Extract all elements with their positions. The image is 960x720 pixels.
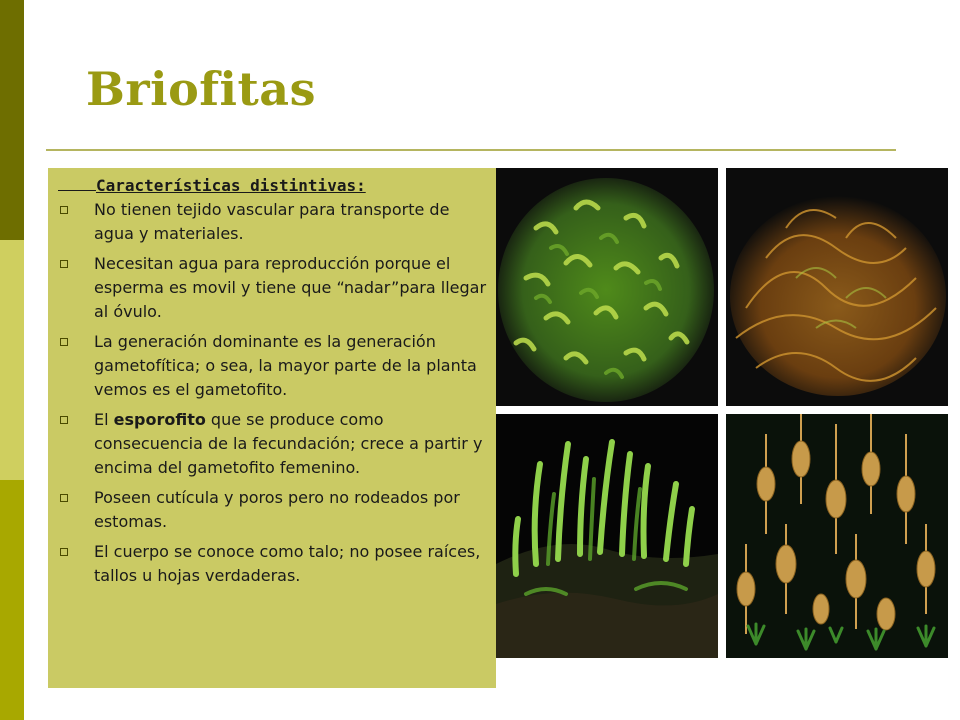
bullet-item — [58, 252, 488, 324]
moss-photo-brown-mass — [726, 168, 948, 406]
moss-photo-sporophyte-capsules — [726, 414, 948, 658]
bullet-text: El cuerpo se conoce como talo; no posee raíces, tallos u hojas verdaderas. — [94, 542, 481, 585]
bullet-item — [58, 540, 488, 588]
hollow-square-bullet-icon — [60, 338, 68, 346]
bullet-text: que se produce como consecuencia de la fecundación; crece a partir y encima del gametofito femenino. — [94, 410, 483, 477]
bullet-item — [58, 330, 488, 402]
bullet-text: No tienen tejido vascular para transporte de agua y materiales. — [94, 200, 450, 243]
bullet-item — [58, 408, 488, 480]
bullet-emphasis: esporofito — [113, 410, 206, 429]
bullet-text: Necesitan agua para reproducción porque el esperma es movil y tiene que “nadar”para llegar al óvulo. — [94, 254, 487, 321]
slide-title: Briofitas — [86, 62, 316, 116]
hollow-square-bullet-icon — [60, 260, 68, 268]
title-divider — [46, 149, 896, 151]
bullet-list — [58, 198, 488, 594]
moss-photo-upright-blades — [496, 414, 718, 658]
sidebar-stripe-middle — [0, 240, 24, 480]
moss-photo-green-tuft — [496, 168, 718, 406]
hollow-square-bullet-icon — [60, 206, 68, 214]
heading-underline-lead — [58, 190, 96, 191]
hollow-square-bullet-icon — [60, 548, 68, 556]
sidebar-stripe-top — [0, 0, 24, 240]
bullet-text-prefix: El — [94, 410, 114, 429]
hollow-square-bullet-icon — [60, 416, 68, 424]
bullet-text: Poseen cutícula y poros pero no rodeados por estomas. — [94, 488, 460, 531]
bullet-text: La generación dominante es la generación gametofítica; o sea, la mayor parte de la planta vemos es el gametofito. — [94, 332, 477, 399]
sidebar-stripe-bottom — [0, 480, 24, 720]
section-heading: Características distintivas: — [96, 176, 366, 195]
bullet-item — [58, 198, 488, 246]
hollow-square-bullet-icon — [60, 494, 68, 502]
bullet-item — [58, 486, 488, 534]
